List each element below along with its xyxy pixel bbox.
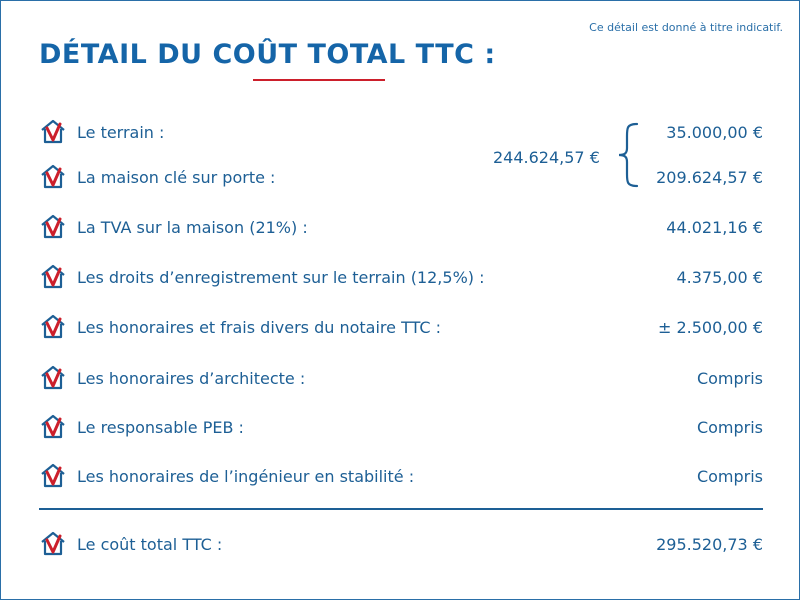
cost-value: 35.000,00 € bbox=[666, 123, 763, 142]
cost-row-maison bbox=[39, 163, 763, 193]
cost-label: La maison clé sur porte : bbox=[77, 168, 276, 187]
house-check-icon bbox=[39, 530, 67, 558]
cost-label: La TVA sur la maison (21%) : bbox=[77, 218, 308, 237]
cost-value: ± 2.500,00 € bbox=[657, 318, 763, 337]
page-title: DÉTAIL DU COÛT TOTAL TTC : bbox=[39, 39, 496, 70]
cost-row-ingenieur bbox=[39, 462, 763, 492]
cost-row-peb bbox=[39, 413, 763, 443]
subtotal-value: 244.624,57 € bbox=[493, 148, 600, 167]
cost-label: Les droits d’enregistrement sur le terrain (12,5%) : bbox=[77, 268, 485, 287]
curly-brace bbox=[615, 122, 641, 188]
cost-label: Les honoraires de l’ingénieur en stabilité : bbox=[77, 467, 415, 486]
cost-row-terrain bbox=[39, 118, 763, 148]
cost-label: Les honoraires et frais divers du notaire TTC : bbox=[77, 318, 442, 337]
total-divider bbox=[39, 508, 763, 510]
house-check-icon bbox=[39, 163, 67, 191]
cost-value: Compris bbox=[696, 369, 763, 388]
cost-value: 44.021,16 € bbox=[666, 218, 763, 237]
cost-value: Compris bbox=[696, 467, 763, 486]
title-underline-accent bbox=[253, 79, 385, 81]
cost-label: Le terrain : bbox=[77, 123, 165, 142]
house-check-icon bbox=[39, 313, 67, 341]
house-check-icon bbox=[39, 462, 67, 490]
cost-row-tva bbox=[39, 213, 763, 243]
total-label: Le coût total TTC : bbox=[77, 535, 223, 554]
house-check-icon bbox=[39, 413, 67, 441]
cost-value: 209.624,57 € bbox=[656, 168, 763, 187]
cost-row-architecte bbox=[39, 364, 763, 394]
cost-value: Compris bbox=[696, 418, 763, 437]
cost-row-total bbox=[39, 530, 763, 560]
disclaimer-note: Ce détail est donné à titre indicatif. bbox=[589, 21, 783, 34]
total-value: 295.520,73 € bbox=[656, 535, 763, 554]
house-check-icon bbox=[39, 364, 67, 392]
cost-value: 4.375,00 € bbox=[676, 268, 763, 287]
cost-label: Le responsable PEB : bbox=[77, 418, 244, 437]
cost-label: Les honoraires d’architecte : bbox=[77, 369, 306, 388]
house-check-icon bbox=[39, 118, 67, 146]
house-check-icon bbox=[39, 213, 67, 241]
cost-row-notaire bbox=[39, 313, 763, 343]
house-check-icon bbox=[39, 263, 67, 291]
cost-row-droits bbox=[39, 263, 763, 293]
